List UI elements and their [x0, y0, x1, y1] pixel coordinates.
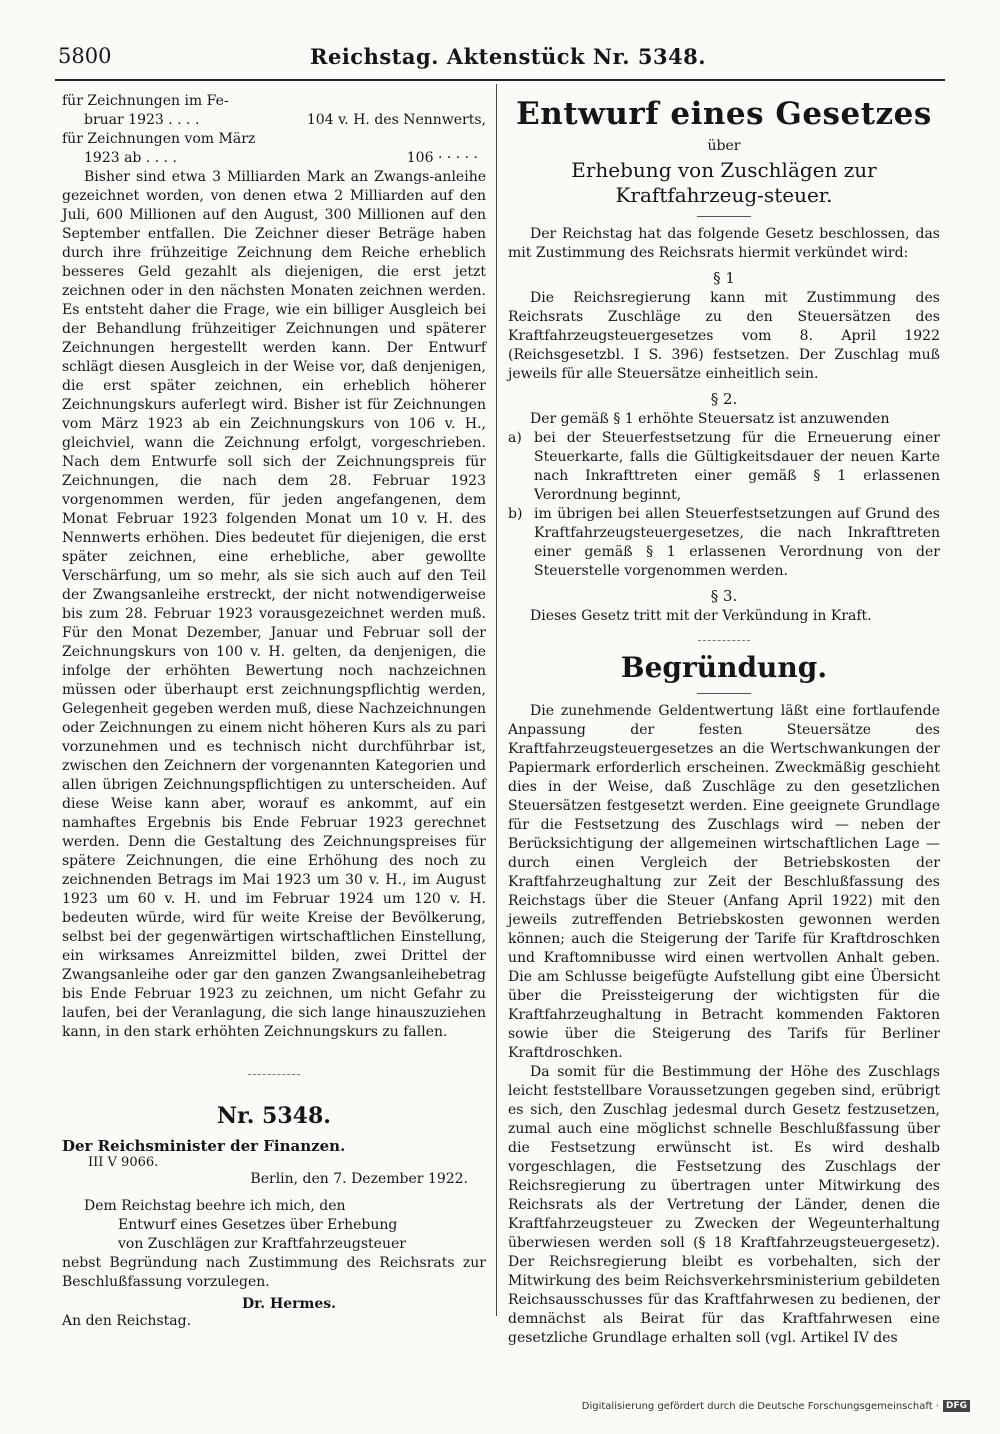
lead-row-label: für Zeichnungen im Fe-	[62, 93, 229, 109]
letter-doc-title-line: Entwurf eines Gesetzes über Erhebung	[118, 1217, 398, 1233]
lead-row-value: 104 v. H. des Nennwerts,	[306, 112, 486, 128]
title-rule	[697, 693, 751, 694]
body-paragraph: Da somit für die Bestimmung der Höhe des Zuschlags leicht feststellbare Voraussetzungen gegeben sind, erübrigt es sich, den Zuschlag jedesmal durch Gesetz festzusetzen, zumal auch eine möglichst schnelle Beschlußfassung über die Festsetzung erwünscht ist. Es wird deshalb vorgeschlagen, die Festsetzung des Zuschlags der Reichsregierung zu übertragen unter Mitwirkung des Reichsrats als der Vertretung der Länder, denen die Kraftfahrzeugsteuer zu Zwecken der Wegeunterhaltung überwiesen werden soll (§ 18 Kraftfahrzeugsteuergesetz). Der Reichsregierung bleibt es vorbehalten, sich der Mitwirkung des beim Reichsverkehrsministerium gebildeten Reichsausschusses für das Kraftfahrwesen zu bedienen, der demnächst als Beirat für das Kraftfahrwesen eine gesetzliche Grundlage erhalten soll (vgl. Artikel IV des	[508, 1064, 940, 1346]
header-rule	[55, 79, 945, 81]
lead-row	[62, 92, 486, 111]
signature: Dr. Hermes.	[242, 1296, 336, 1312]
section-heading: § 1	[713, 269, 735, 287]
left-column	[62, 92, 486, 1331]
letter-doc-title-line: von Zuschlägen zur Kraftfahrzeugsteuer	[118, 1236, 406, 1252]
law-preamble: Der Reichstag hat das folgende Gesetz beschlossen, das mit Zustimmung des Reichsrats hiermit verkündet wird:	[508, 226, 940, 261]
reasoning-title: Begründung.	[620, 651, 828, 684]
lead-row	[62, 149, 486, 168]
section-separator	[698, 640, 750, 641]
section-heading: § 2.	[710, 390, 738, 408]
law-title-ueber: über	[707, 138, 741, 154]
letter-date: Berlin, den 7. Dezember 1922.	[250, 1171, 468, 1187]
lead-row-label: bruar 1923 . . . .	[84, 112, 200, 128]
lead-row-label: 1923 ab . . . .	[84, 150, 177, 166]
reference-number: III V 9066.	[88, 1155, 159, 1170]
law-subtitle: Erhebung von Zuschlägen zur Kraftfahrzeug-steuer.	[571, 158, 877, 207]
lead-row-value: 106 · · · · ·	[406, 150, 478, 166]
body-paragraph: Die zunehmende Geldentwertung läßt eine fortlaufende Anpassung der festen Steuersätze des Kraftfahrzeugsteuergesetzes an die Wertschwankungen der Papiermark erforderlich erscheinen. Zweckmäßig geschieht dies in der Weise, daß Zuschläge zu den gesetzlichen Steuersätzen festgesetzt werden. Eine geeignete Grundlage für die Festsetzung des Zuschlags wird — neben der Berücksichtigung der allgemeinen wirtschaftlichen Lage — durch einen Vergleich der Betriebskosten der Kraftfahrzeughaltung zur Zeit der Beschlußfassung des Reichstags über die Steuer (Anfang April 1922) mit den jeweils zutreffenden Betriebskosten gewonnen werden können; auch die Steigerung der Tarife für Kraftdroschken und Kraftomnibusse wird einen wertvollen Anhalt geben. Die am Schlusse beigefügte Aufstellung gibt eine Übersicht über die Preissteigerung der wichtigsten für die Kraftfahrzeughaltung in Betracht kommenden Faktoren sowie über die Steigerung des Tarifs für Berliner Kraftdroschken.	[508, 703, 940, 1061]
lead-row-label: für Zeichnungen vom März	[62, 131, 256, 147]
lead-row	[62, 130, 486, 149]
sender: Der Reichsminister der Finanzen.	[62, 1137, 346, 1155]
addressee: An den Reichstag.	[62, 1313, 192, 1329]
section-heading: § 3.	[710, 587, 738, 605]
body-paragraph: Bisher sind etwa 3 Milliarden Mark an Zwangs-anleihe gezeichnet worden, von denen etwa 2 Milliarden auf den Juli, 600 Millionen auf den August, 300 Millionen auf den September entfallen. Die Zeichner dieser Beträge haben durch ihre frühzeitige Zeichnung dem Reiche erheblich besseres Geld gezahlt als diejenigen, die erst jetzt zeichnen oder in den nächsten Monaten zeichnen werden. Es entsteht daher die Frage, wie ein billiger Ausgleich bei der Behandlung frühzeitiger Zeichnungen und späterer Zeichnungen hergestellt werden kann. Der Entwurf schlägt diesen Ausgleich in der Weise vor, daß denjenigen, die erst später zeichnen, ein erheblich höherer Zeichnungskurs auferlegt wird. Bisher ist für Zeichnungen vom März 1923 ab ein Zeichnungskurs von 106 v. H., gleichviel, wann die Zeichnung erfolgt, vorgeschrieben. Nach dem Entwurfe soll sich der Zeichnungspreis für Zeichnungen, die nach dem 28. Februar 1923 vorgenommen werden, für jeden angefangenen, dem Monat Februar 1923 folgenden Monat um 10 v. H. des Nennwerts erhöhen. Dies bedeutet für diejenigen, die erst später zeichnen, eine erhebliche, aber gewollte Verschärfung, um so mehr, als sie sich auch auf den Teil der Zwangsanleihe erstreckt, der nicht notwendigerweise bis zum 28. Februar 1923 vorausgezeichnet werden muß. Für den Monat Dezember, Januar und Februar soll der Zeichnungskurs von 100 v. H. gelten, da denjenigen, die infolge der erhöhten Bewertung noch nachzeichnen müssen oder überhaupt erst zeichnungspflichtig werden, Gelegenheit gegeben werden muß, diese Nachzeichnungen oder Zeichnungen zu einem nicht höheren Kurs als zu pari vorzunehmen und es technisch nicht durchführbar ist, zwischen den Zeichnern der vorgenannten Kategorien und allen übrigen Zeichnungspflichtigen zu unterscheiden. Auf diese Weise kann aber, worauf es ankommt, auf ein namhaftes Ergebnis bis Ende Februar 1923 gerechnet werden. Denn die Gestaltung des Zeichnungspreises für spätere Zeichnungen, die eine Erhöhung des noch zu zeichnenden Betrags im Mai 1923 um 30 v. H., im August 1923 um 60 v. H. und im Februar 1924 um 120 v. H. bedeuten würde, wird für weite Kreise der Bevölkerung, selbst bei der gegenwärtigen wirtschaftlichen Einstellung, ein wirksames Anreizmittel bilden, zwei Drittel der Zwangsanleihe oder gar den ganzen Zwangsanleihebetrag bis Ende Februar 1923 zu zeichnen, um nicht Gefahr zu laufen, bei der Veranlagung, die sich lange hinauszuziehen kann, in den stark erhöhten Zeichnungskurs zu fallen.	[62, 169, 486, 1040]
column-divider	[496, 84, 497, 1316]
section-separator	[248, 1074, 300, 1075]
list-text: bei der Steuerfestsetzung für die Erneuerung einer Steuerkarte, falls die Gültigkeitsdauer der neuen Karte nach Inkrafttreten einer gemäß § 1 erlassenen Verordnung beginnt,	[534, 430, 940, 503]
list-marker: a)	[508, 430, 522, 446]
section-text: Die Reichsregierung kann mit Zustimmung des Reichsrats Zuschläge zu den Steuersätzen des Kraftfahrzeugsteuergesetzes vom 8. April 1922 (Reichsgesetzbl. I S. 396) festsetzen. Der Zuschlag muß jeweils für alle Steuersätze einheitlich sein.	[508, 290, 940, 382]
page-header	[58, 44, 948, 74]
header-title: Reichstag. Aktenstück Nr. 5348.	[310, 44, 707, 69]
section-text: Der gemäß § 1 erhöhte Steuersatz ist anzuwenden	[530, 411, 890, 427]
document-number-heading: Nr. 5348.	[217, 1103, 331, 1129]
list-text: im übrigen bei allen Steuerfestsetzungen auf Grund des Kraftfahrzeugsteuergesetzes, die nach Inkrafttreten einer gemäß § 1 erlassenen Verordnung von der Steuerstelle vorgenommen werden.	[534, 506, 940, 579]
right-column	[508, 92, 940, 1348]
title-rule	[697, 216, 751, 217]
section-text: Dieses Gesetz tritt mit der Verkündung in Kraft.	[530, 608, 872, 624]
list-marker: b)	[508, 506, 523, 522]
letter-greeting: Dem Reichstag beehre ich mich, den	[84, 1198, 346, 1214]
list-item	[508, 505, 940, 581]
digitization-footer	[582, 1400, 970, 1412]
list-item	[508, 429, 940, 505]
letter-closing: nebst Begründung nach Zustimmung des Reichsrats zur Beschlußfassung vorzulegen.	[62, 1255, 486, 1290]
footer-text: Digitalisierung gefördert durch die Deutsche Forschungsgemeinschaft ·	[581, 1400, 939, 1412]
dfg-logo: DFG	[943, 1400, 970, 1412]
page-number: 5800	[58, 44, 112, 68]
law-title: Entwurf eines Gesetzes	[516, 96, 932, 132]
lead-row	[62, 111, 486, 130]
